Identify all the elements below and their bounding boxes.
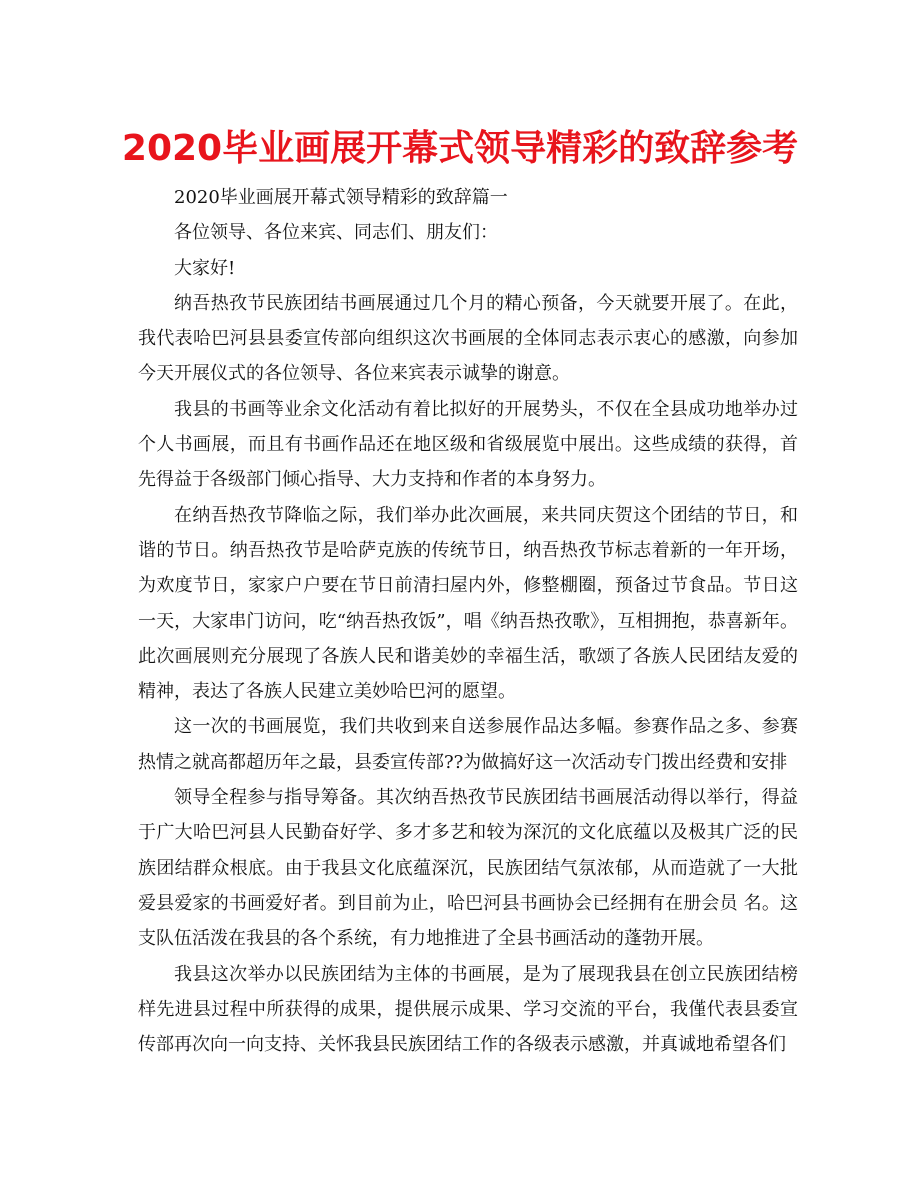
document-title: 2020毕业画展开幕式领导精彩的致辞参考 [121,128,799,169]
greeting-paragraph: 大家好! [174,257,236,279]
subtitle-paragraph: 2020毕业画展开幕式领导精彩的致辞篇一 [174,187,508,208]
body-paragraph: 领导全程参与指导筹备。其次纳吾热孜节民族团结书画展活动得以举行，得益于广大哈巴河县人民勤奋好学、多才多艺和较为深沉的文化底蕴以及极其广泛的民族团结群众根底。由于我县文化底蕴深沉，民族团结气氛浓郁，从而造就了一大批爱县爱家的书画爱好者。到目前为止，哈巴河县书画协会已经拥有在册会员 名。这支队伍活泼在我县的各个系统，有力地推进了全县书画活动的蓬勃开展。 [138,787,798,950]
body-paragraph: 在纳吾热孜节降临之际，我们举办此次画展，来共同庆贺这个团结的节日，和谐的节日。纳吾热孜节是哈萨克族的传统节日，纳吾热孜节标志着新的一年开场，为欢度节日，家家户户要在节日前清扫屋内外，修整棚圈，预备过节食品。节日这一天，大家串门访问，吃“纳吾热孜饭”，唱《纳吾热孜歌》，互相拥抱，恭喜新年。此次画展则充分展现了各族人民和谐美妙的幸福生活，歌颂了各族人民团结友爱的精神，表达了各族人民建立美妙哈巴河的愿望。 [138,504,798,703]
body-paragraph: 我县这次举办以民族团结为主体的书画展，是为了展现我县在创立民族团结榜样先进县过程中所获得的成果，提供展示成果、学习交流的平台，我僅代表县委宣传部再次向一向支持、关怀我县民族团结工作的各级表示感激，并真诚地希望各们 [138,963,798,1056]
body-paragraph: 纳吾热孜节民族团结书画展通过几个月的精心预备，今天就要开展了。在此，我代表哈巴河县县委宣传部向组织这次书画展的全体同志表示衷心的感激，向参加今天开展仪式的各位领导、各位来宾表示诚挚的谢意。 [138,292,798,385]
salutation-paragraph: 各位领导、各位来宾、同志们、朋友们： [174,222,498,244]
document-body [138,180,798,1062]
body-paragraph: 这一次的书画展览，我们共收到来自送参展作品达多幅。参赛作品之多、参赛热情之就高都超历年之最，县委宣传部??为做搞好这一次活动专门拨出经费和安排 [138,716,798,773]
body-paragraph: 我县的书画等业余文化活动有着比拟好的开展势头，不仅在全县成功地举办过个人书画展，而且有书画作品还在地区级和省级展览中展出。这些成绩的获得，首先得益于各级部门倾心指导、大力支持和作者的本身努力。 [138,398,798,491]
